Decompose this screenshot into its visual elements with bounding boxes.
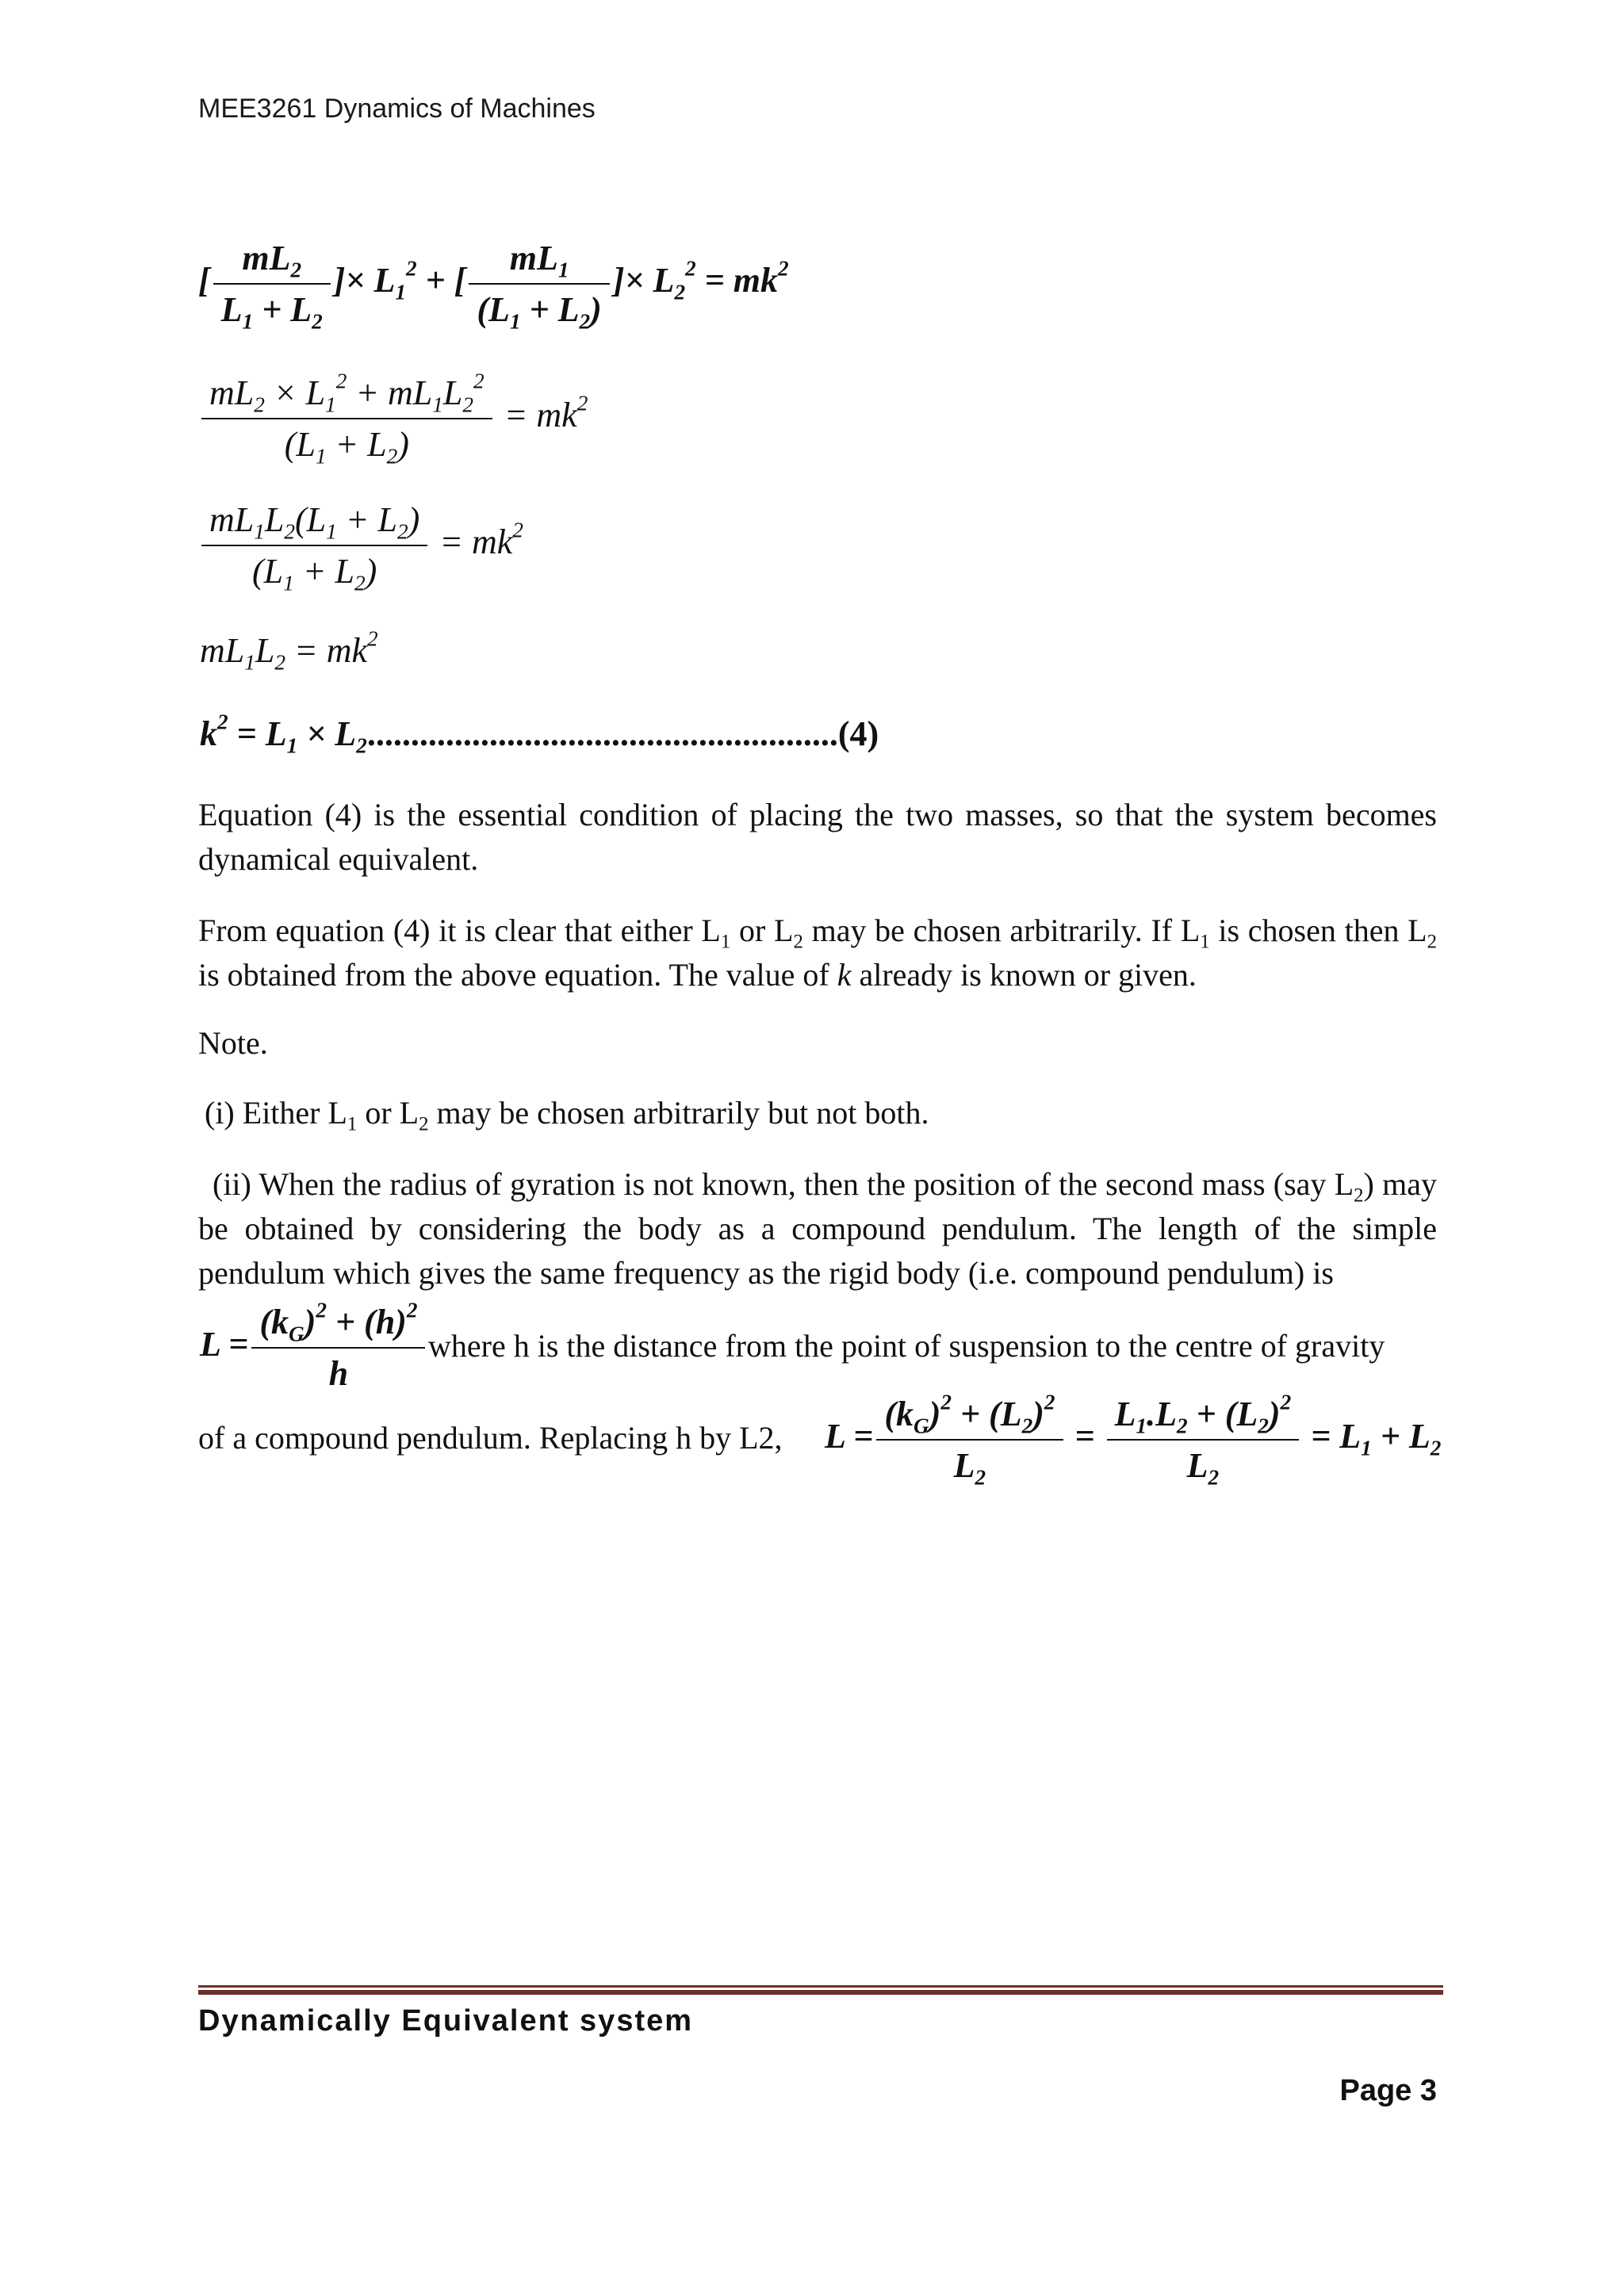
paragraph-arbitrary-choice: From equation (4) it is clear that either $L_1$ or $L_2$ may be chosen arbitrarily. If $L_1$ is chosen then $L_2$ is obtained from the above equation. The value of k already is known or given. [198,913,1437,993]
footer-divider [198,1985,1443,1996]
eq2-fraction: $\frac{mL_2 \times L_1^2 + mL_1L_2^2}{(L_1 + L_2)}$ [201,373,492,465]
eq3-fraction: $\frac{mL_1L_2(L_1 + L_2)}{(L_1 + L_2)}$ [201,499,427,591]
leader-dots: ...................................................... [366,714,838,753]
pendulum-fraction: $\frac{(k_G)^2 + (h)^2}{h}$ [251,1302,425,1394]
eq1-fraction-1: $\frac{mL_2}{L_1 + L_2}$ [213,238,331,330]
course-header: MEE3261 Dynamics of Machines [198,94,596,124]
replacing-h-text: of a compound pendulum. Replacing h by L2, [198,1420,783,1456]
equation-1: [ $\frac{mL_2}{L_1 + L_2}$ ]× $L_1^2$ + [ $\frac{mL_1}{(L_1 + L_2)}$ ]× $L_2^2 = mk^2$ [198,239,789,334]
substituted-fraction-2: $\frac{L_1.L_2 + (L_2)^2}{L_2}$ [1107,1394,1300,1486]
pendulum-length-formula: L = $\frac{(k_G)^2 + (h)^2}{h}$ [200,1302,428,1394]
page-number: Page 3 [1339,2074,1437,2107]
pendulum-formula-text: where h is the distance from the point of suspension to the centre of gravity [428,1328,1385,1364]
footer-divider-thin [198,1985,1443,1988]
equation-label: (4) [837,714,879,753]
note-item-1: (i) Either $L_1$ or $L_2$ may be chosen arbitrarily but not both. [205,1095,929,1135]
eq1-fraction-2: $\frac{mL_1}{(L_1 + L_2)}$ [469,238,609,330]
equation-2: $\frac{mL_2 \times L_1^2 + mL_1L_2^2}{(L_1 + L_2)}$ = $mk^2$ [198,373,588,465]
footer-title: Dynamically Equivalent system [198,2004,694,2038]
footer-divider-thick [198,1990,1443,1995]
note-item-2: (ii) When the radius of gyration is not known, then the position of the second mass (say $L_2$) may be obtained by considering the body as a compound pendulum. The length of the simple pendulum which gives the same frequency as the rigid body (i.e. compound pendulum) is [198,1166,1438,1291]
pendulum-length-substituted-formula: L = $\frac{(k_G)^2 + (L_2)^2}{L_2}$ = $\frac{L_1.L_2 + (L_2)^2}{L_2}$ = $L_1 + L_2$ [825,1390,1442,1490]
equation-5-labelled-4: $k^2 = L_1 \times L_2......................................................(4)$ [200,710,879,758]
equation-3: $\frac{mL_1L_2(L_1 + L_2)}{(L_1 + L_2)}$ = $mk^2$ [198,499,523,591]
paragraph-condition: Equation (4) is the essential condition of placing the two masses, so that the system becomes dynamical equivalent. [198,797,1437,877]
substituted-fraction-1: $\frac{(k_G)^2 + (L_2)^2}{L_2}$ [876,1394,1063,1486]
note-heading: Note. [198,1025,268,1061]
equation-4: $mL_1L_2 = mk^2$ [200,626,378,675]
